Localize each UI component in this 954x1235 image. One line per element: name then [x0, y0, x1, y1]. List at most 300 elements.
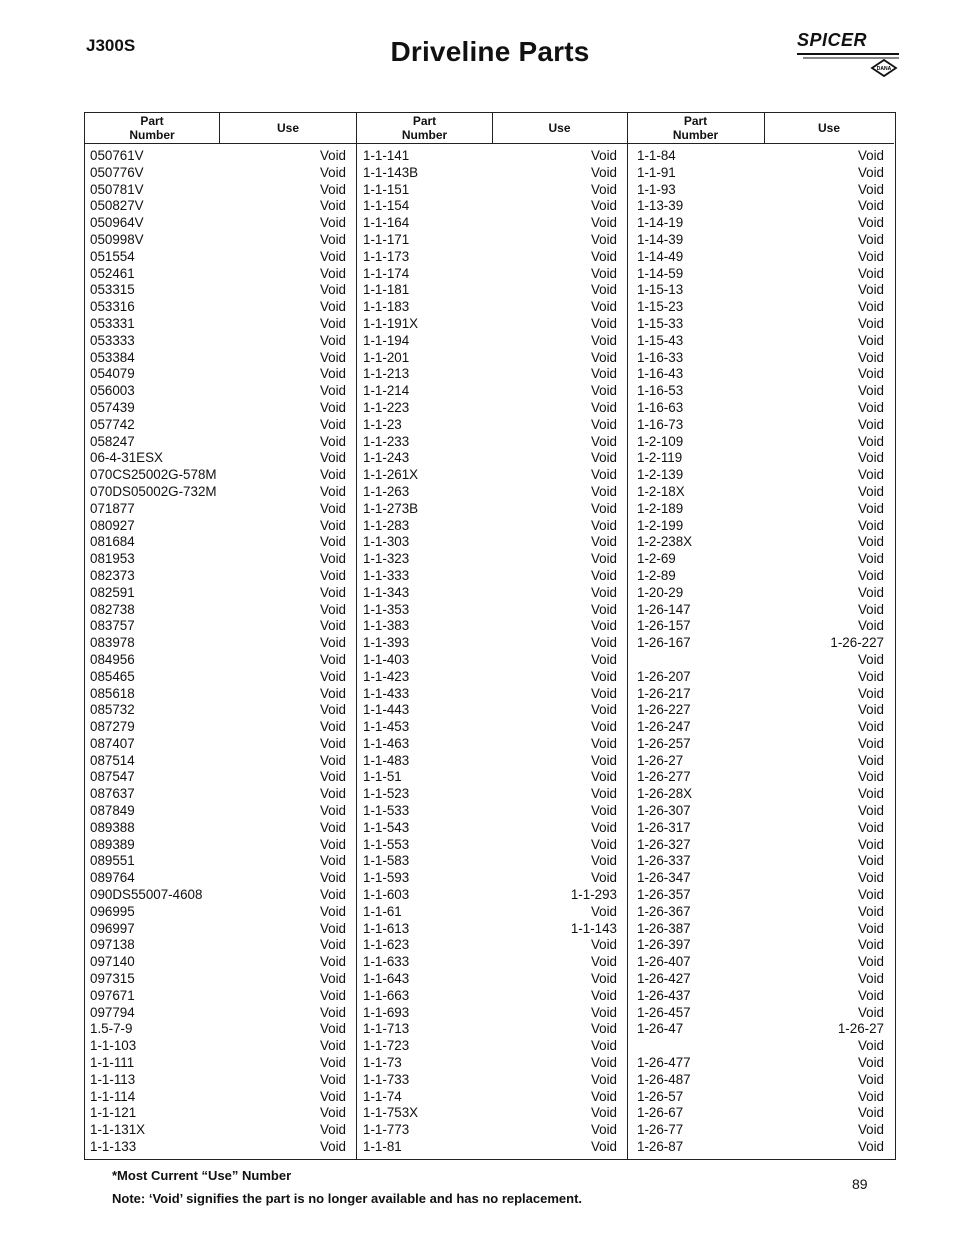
part-number-cell: 1-1-323: [363, 551, 410, 567]
use-cell: Void: [857, 215, 884, 231]
table-row: [632, 316, 894, 333]
table-row: [632, 618, 894, 635]
use-cell: Void: [319, 920, 346, 936]
use-cell: Void: [590, 685, 617, 701]
header-part-number-1: Part Number: [85, 113, 219, 144]
use-cell: Void: [590, 282, 617, 298]
use-cell: Void: [857, 231, 884, 247]
table-row: [632, 182, 894, 199]
part-number-cell: 052461: [90, 265, 135, 281]
table-row: [85, 350, 356, 367]
part-number-cell: 050761V: [90, 148, 144, 163]
table-row: [85, 904, 356, 921]
table-row: [85, 417, 356, 434]
table-row: [358, 585, 627, 602]
use-cell: Void: [590, 299, 617, 315]
use-cell: Void: [319, 248, 346, 264]
use-cell: Void: [857, 971, 884, 987]
table-row: [632, 383, 894, 400]
part-number-cell: 1-1-201: [363, 349, 410, 365]
use-cell: Void: [857, 769, 884, 785]
table-row: [358, 803, 627, 820]
table-row: [632, 1072, 894, 1089]
use-cell: Void: [590, 483, 617, 499]
part-number-cell: 082591: [90, 584, 135, 600]
part-number-cell: 097794: [90, 1004, 135, 1020]
use-cell: Void: [319, 971, 346, 987]
use-cell: Void: [857, 1071, 884, 1087]
use-cell: Void: [590, 551, 617, 567]
use-cell: Void: [590, 1105, 617, 1121]
header-part-number-2: Part Number: [357, 113, 492, 144]
part-number-cell: 1-1-143B: [363, 164, 419, 180]
part-number-cell: 087849: [90, 803, 135, 819]
part-number-cell: 1-26-157: [637, 618, 691, 634]
part-number-cell: 090DS55007-4608: [90, 887, 203, 903]
part-number-cell: 083978: [90, 635, 135, 651]
table-row: [632, 803, 894, 820]
use-cell: 1-1-143: [570, 920, 617, 936]
table-row: [632, 1089, 894, 1106]
part-number-cell: 082738: [90, 601, 135, 617]
part-number-cell: 053316: [90, 299, 135, 315]
part-number-cell: 1-1-353: [363, 601, 410, 617]
part-number-cell: 1-1-713: [363, 1021, 410, 1037]
use-cell: Void: [857, 315, 884, 331]
use-cell: Void: [590, 215, 617, 231]
part-number-cell: 051554: [90, 248, 135, 264]
use-cell: Void: [857, 685, 884, 701]
use-cell: Void: [590, 198, 617, 214]
part-number-cell: 1-26-347: [637, 870, 691, 886]
part-number-cell: 1-1-243: [363, 450, 410, 466]
table-row: [358, 333, 627, 350]
part-number-cell: 1-26-327: [637, 836, 691, 852]
part-number-cell: 1-1-273B: [363, 500, 419, 516]
table-row: [632, 350, 894, 367]
use-cell: Void: [857, 500, 884, 516]
use-cell: Void: [319, 668, 346, 684]
table-row: [85, 837, 356, 854]
table-row: [358, 753, 627, 770]
use-cell: Void: [590, 1038, 617, 1054]
part-number-cell: 1-1-61: [363, 903, 402, 919]
table-row: [358, 266, 627, 283]
use-cell: Void: [857, 752, 884, 768]
table-row: [85, 786, 356, 803]
table-row: [632, 232, 894, 249]
part-number-cell: 06-4-31ESX: [90, 450, 163, 466]
use-cell: Void: [319, 349, 346, 365]
part-number-cell: 1-26-57: [637, 1088, 684, 1104]
table-row: [358, 669, 627, 686]
table-row: [632, 585, 894, 602]
table-row: [85, 870, 356, 887]
part-number-cell: 087279: [90, 719, 135, 735]
part-number-cell: 1-1-393: [363, 635, 410, 651]
part-number-cell: 1-26-207: [637, 668, 691, 684]
use-cell: Void: [590, 1004, 617, 1020]
use-cell: Void: [319, 719, 346, 735]
use-cell: 1-26-27: [837, 1021, 884, 1037]
table-row: [358, 282, 627, 299]
part-number-cell: 053315: [90, 282, 135, 298]
part-number-cell: 1-2-89: [637, 567, 676, 583]
table-row: [632, 501, 894, 518]
part-number-cell: 096995: [90, 903, 135, 919]
header-use-3: Use: [764, 113, 894, 144]
table-row: [85, 518, 356, 535]
part-number-cell: 1-1-643: [363, 971, 410, 987]
part-number-cell: 1-1-343: [363, 584, 410, 600]
table-row: [85, 954, 356, 971]
table-row: [358, 165, 627, 182]
use-cell: Void: [590, 853, 617, 869]
use-cell: Void: [857, 870, 884, 886]
part-number-cell: 1-15-13: [637, 282, 684, 298]
table-row: [632, 366, 894, 383]
part-number-cell: 1-2-109: [637, 433, 684, 449]
use-cell: Void: [857, 937, 884, 953]
use-cell: Void: [590, 752, 617, 768]
part-number-cell: 1-1-164: [363, 215, 410, 231]
use-cell: Void: [857, 567, 884, 583]
use-cell: Void: [590, 903, 617, 919]
part-number-cell: 1-1-263: [363, 483, 410, 499]
part-number-cell: 087514: [90, 752, 135, 768]
use-cell: Void: [319, 651, 346, 667]
use-cell: Void: [857, 719, 884, 735]
part-number-cell: 1-26-167: [637, 635, 691, 651]
use-cell: Void: [590, 467, 617, 483]
part-number-cell: 087547: [90, 769, 135, 785]
use-cell: Void: [319, 315, 346, 331]
table-row: [85, 282, 356, 299]
use-cell: Void: [319, 819, 346, 835]
use-cell: Void: [319, 265, 346, 281]
use-cell: Void: [590, 819, 617, 835]
use-cell: Void: [590, 181, 617, 197]
part-number-cell: 1-1-553: [363, 836, 410, 852]
part-number-cell: 082373: [90, 567, 135, 583]
use-cell: Void: [857, 1004, 884, 1020]
header-divider: [219, 113, 220, 144]
use-cell: Void: [857, 920, 884, 936]
part-number-cell: 1-1-633: [363, 954, 410, 970]
use-cell: Void: [319, 416, 346, 432]
table-row: [358, 1072, 627, 1089]
table-row: [85, 803, 356, 820]
use-cell: Void: [857, 534, 884, 550]
part-number-cell: 1-1-533: [363, 803, 410, 819]
table-row: [358, 719, 627, 736]
use-cell: Void: [319, 1004, 346, 1020]
use-cell: Void: [319, 500, 346, 516]
part-number-cell: 1-2-238X: [637, 534, 693, 550]
part-number-cell: 1-14-19: [637, 215, 684, 231]
table-row: [85, 383, 356, 400]
use-cell: Void: [857, 702, 884, 718]
use-cell: Void: [590, 148, 617, 163]
table-row: [632, 551, 894, 568]
use-cell: Void: [857, 198, 884, 214]
use-cell: Void: [590, 248, 617, 264]
use-cell: Void: [319, 618, 346, 634]
part-number-cell: [632, 1038, 637, 1055]
table-row: [85, 988, 356, 1005]
table-row: [358, 182, 627, 199]
use-cell: Void: [319, 853, 346, 869]
use-cell: Void: [590, 500, 617, 516]
table-row: [85, 753, 356, 770]
use-cell: Void: [590, 769, 617, 785]
table-row: [632, 820, 894, 837]
part-number-cell: 081684: [90, 534, 135, 550]
table-row: [358, 887, 627, 904]
part-number-cell: 1-1-23: [363, 416, 402, 432]
use-cell: Void: [319, 467, 346, 483]
use-cell: Void: [319, 803, 346, 819]
table-row: [632, 534, 894, 551]
use-cell: Void: [857, 954, 884, 970]
table-row: [632, 769, 894, 786]
use-cell: Void: [319, 735, 346, 751]
use-cell: Void: [857, 282, 884, 298]
use-cell: Void: [319, 870, 346, 886]
use-cell: Void: [319, 567, 346, 583]
part-number-cell: 1-1-303: [363, 534, 410, 550]
header-divider: [764, 113, 765, 144]
table-row: [358, 1139, 627, 1156]
use-cell: Void: [319, 517, 346, 533]
part-number-cell: 1-1-74: [363, 1088, 402, 1104]
part-number-cell: 1-1-114: [90, 1088, 136, 1104]
part-number-cell: 1-15-23: [637, 299, 684, 315]
use-cell: Void: [590, 315, 617, 331]
use-cell: Void: [319, 198, 346, 214]
table-row: [358, 870, 627, 887]
use-cell: Void: [590, 366, 617, 382]
part-number-cell: 053331: [90, 315, 135, 331]
part-number-cell: 1-16-33: [637, 349, 684, 365]
use-cell: Void: [590, 651, 617, 667]
table-row: [358, 837, 627, 854]
use-cell: Void: [590, 987, 617, 1003]
use-cell: Void: [319, 215, 346, 231]
use-cell: Void: [319, 937, 346, 953]
part-number-cell: 1-16-53: [637, 383, 684, 399]
part-number-cell: 1-1-723: [363, 1038, 410, 1054]
use-cell: Void: [319, 1139, 346, 1155]
table-row: [632, 215, 894, 232]
part-number-cell: 1-2-69: [637, 551, 676, 567]
table-row: [85, 1139, 356, 1156]
parts-table: [84, 112, 896, 1160]
table-row: [358, 316, 627, 333]
table-row: [632, 1005, 894, 1022]
use-cell: Void: [857, 584, 884, 600]
table-row: [85, 450, 356, 467]
table-row: [632, 921, 894, 938]
use-cell: Void: [857, 735, 884, 751]
table-row: [85, 1005, 356, 1022]
part-number-cell: 053384: [90, 349, 135, 365]
table-row: [358, 417, 627, 434]
table-row: [358, 450, 627, 467]
page-title: Driveline Parts: [390, 36, 590, 67]
part-number-cell: 1.5-7-9: [90, 1021, 133, 1037]
part-number-cell: 1-1-113: [90, 1071, 136, 1087]
use-cell: Void: [590, 1021, 617, 1037]
table-row: [358, 148, 627, 165]
table-row: [85, 198, 356, 215]
part-number-cell: 1-14-59: [637, 265, 684, 281]
part-number-cell: 1-2-119: [637, 450, 683, 466]
part-number-cell: 056003: [90, 383, 135, 399]
part-number-cell: 1-1-174: [363, 265, 410, 281]
use-cell: Void: [590, 601, 617, 617]
part-number-cell: 096997: [90, 920, 135, 936]
use-cell: Void: [857, 1105, 884, 1121]
table-row: [85, 1038, 356, 1055]
table-row: [85, 853, 356, 870]
table-row: [632, 299, 894, 316]
use-cell: Void: [857, 836, 884, 852]
table-row: [358, 383, 627, 400]
part-number-cell: 1-14-49: [637, 248, 684, 264]
use-cell: Void: [319, 1038, 346, 1054]
table-row: [632, 450, 894, 467]
part-number-cell: 1-26-87: [637, 1139, 684, 1155]
part-number-cell: 087407: [90, 735, 135, 751]
table-row: [358, 971, 627, 988]
part-number-cell: 1-1-283: [363, 517, 410, 533]
table-row: [632, 971, 894, 988]
header-part-number-3: Part Number: [627, 113, 764, 144]
table-row: [632, 434, 894, 451]
use-cell: Void: [590, 803, 617, 819]
table-row: [632, 686, 894, 703]
use-cell: Void: [319, 1021, 346, 1037]
part-number-cell: 1-1-403: [363, 651, 410, 667]
part-number-cell: 1-1-753X: [363, 1105, 419, 1121]
use-cell: Void: [319, 148, 346, 163]
use-cell: 1-26-227: [830, 635, 884, 651]
part-number-cell: 1-26-217: [637, 685, 691, 701]
part-number-cell: 1-26-437: [637, 987, 691, 1003]
table-row: [358, 602, 627, 619]
table-row: [85, 249, 356, 266]
dana-emblem-icon: [795, 28, 901, 78]
table-row: [358, 434, 627, 451]
use-cell: Void: [590, 937, 617, 953]
use-cell: Void: [319, 534, 346, 550]
use-cell: Void: [590, 332, 617, 348]
part-number-cell: 1-1-583: [363, 853, 410, 869]
table-row: [632, 148, 894, 165]
use-cell: Void: [319, 282, 346, 298]
table-row: [632, 786, 894, 803]
part-number-cell: 1-26-67: [637, 1105, 684, 1121]
part-number-cell: 1-26-307: [637, 803, 691, 819]
use-cell: 1-1-293: [570, 887, 617, 903]
table-row: [358, 551, 627, 568]
table-row: [358, 1021, 627, 1038]
parts-column-3: [632, 148, 894, 1156]
use-cell: Void: [319, 987, 346, 1003]
use-cell: Void: [590, 534, 617, 550]
table-row: [358, 534, 627, 551]
use-cell: Void: [590, 1122, 617, 1138]
use-cell: Void: [319, 551, 346, 567]
part-number-cell: 1-26-337: [637, 853, 691, 869]
part-number-cell: 054079: [90, 366, 135, 382]
table-row: [85, 1122, 356, 1139]
use-cell: Void: [590, 567, 617, 583]
use-cell: Void: [319, 903, 346, 919]
use-cell: Void: [857, 819, 884, 835]
use-cell: Void: [319, 601, 346, 617]
use-cell: Void: [319, 332, 346, 348]
part-number-cell: 1-1-433: [363, 685, 410, 701]
table-row: [85, 266, 356, 283]
table-row: [632, 282, 894, 299]
use-cell: Void: [857, 517, 884, 533]
part-number-cell: 097671: [90, 987, 135, 1003]
part-number-cell: 1-1-613: [363, 920, 410, 936]
part-number-cell: 1-1-453: [363, 719, 410, 735]
table-row: [85, 568, 356, 585]
parts-column-1: [85, 148, 356, 1156]
part-number-cell: 083757: [90, 618, 135, 634]
part-number-cell: 1-26-427: [637, 971, 691, 987]
use-cell: Void: [590, 164, 617, 180]
part-number-cell: 089551: [90, 853, 135, 869]
use-cell: Void: [319, 786, 346, 802]
table-row: [632, 198, 894, 215]
table-row: [85, 585, 356, 602]
use-cell: Void: [857, 1088, 884, 1104]
use-cell: Void: [857, 181, 884, 197]
use-cell: Void: [590, 1088, 617, 1104]
table-row: [358, 249, 627, 266]
use-cell: Void: [319, 450, 346, 466]
use-cell: Void: [857, 651, 884, 667]
use-cell: Void: [857, 148, 884, 163]
table-row: [358, 686, 627, 703]
table-row: [85, 669, 356, 686]
use-cell: Void: [857, 1139, 884, 1155]
part-number-cell: 1-26-257: [637, 735, 691, 751]
part-number-cell: 085465: [90, 668, 135, 684]
table-row: [358, 1089, 627, 1106]
table-row: [85, 686, 356, 703]
use-cell: Void: [857, 416, 884, 432]
header-divider: [492, 113, 493, 144]
table-row: [358, 518, 627, 535]
part-number-cell: 1-1-194: [363, 332, 410, 348]
part-number-cell: 1-1-733: [363, 1071, 410, 1087]
use-cell: Void: [590, 383, 617, 399]
table-row: [358, 702, 627, 719]
use-cell: Void: [319, 635, 346, 651]
part-number-cell: 1-1-181: [363, 282, 410, 298]
part-number-cell: 1-2-139: [637, 467, 684, 483]
part-number-cell: 1-26-407: [637, 954, 691, 970]
table-row: [632, 417, 894, 434]
part-number-cell: 057439: [90, 399, 135, 415]
document-code: J300S: [86, 36, 136, 55]
